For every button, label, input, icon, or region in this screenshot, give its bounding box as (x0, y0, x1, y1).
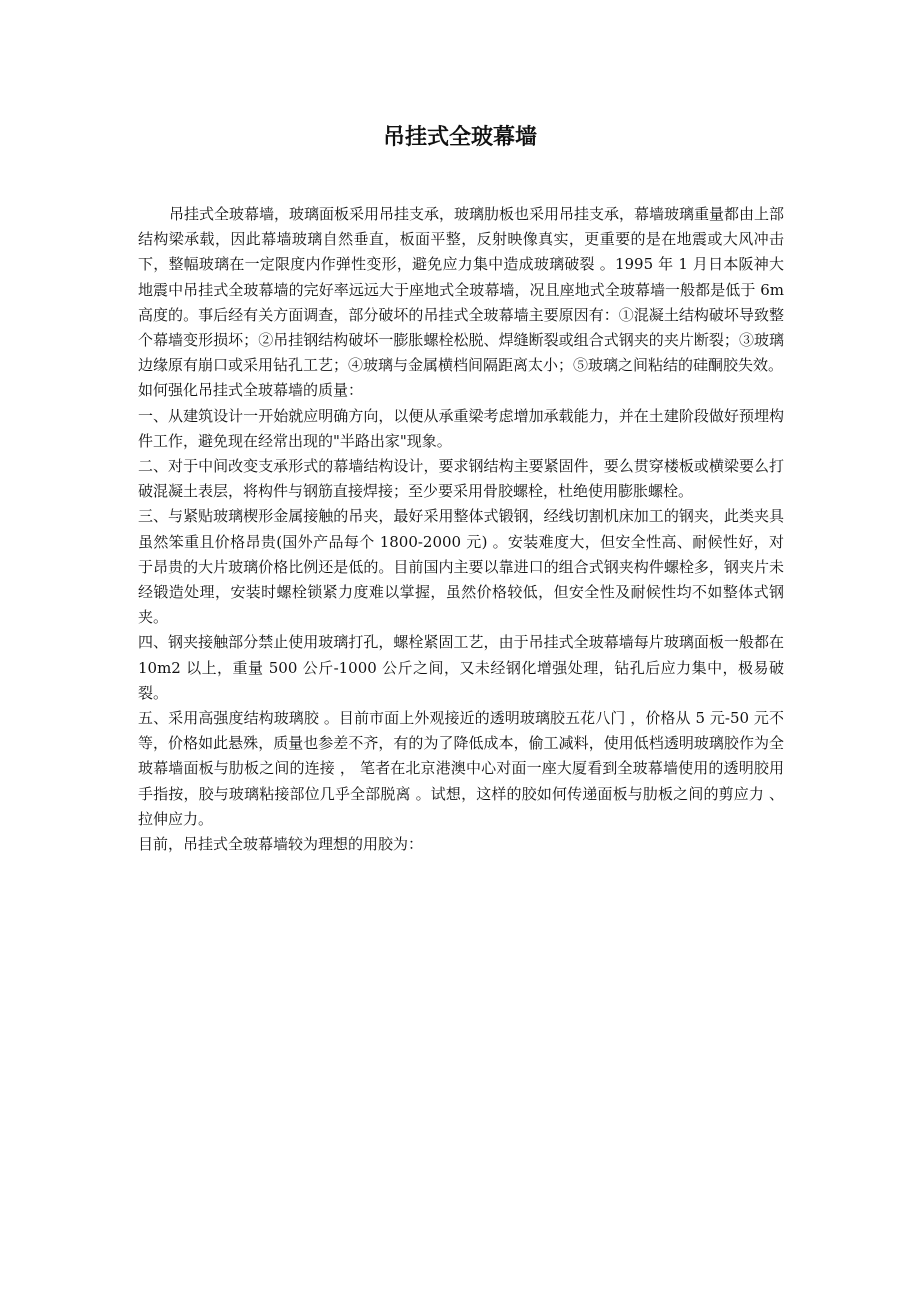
closing-paragraph: 目前，吊挂式全玻幕墙较为理想的用胶为： (138, 835, 424, 854)
question-paragraph: 如何强化吊挂式全玻幕墙的质量： (138, 381, 364, 400)
point-3-paragraph: 三、与紧贴玻璃楔形金属接触的吊夹，最好采用整体式锻钢，经线切割机床加工的钢夹，此类夹具虽然笨重且价格昂贵(国外产品每个 1800-2000 元) 。安装难度大，但安全性高、耐候性好，对于昂贵的大片玻璃价格比例还是低的。目前国内主要以靠进口的组合式钢夹构件螺栓多，钢夹片未经锻造处理，安装时螺栓锁紧力度难以掌握，虽然价格较低，但安全性及耐候性均不如整体式钢夹。 (138, 507, 784, 627)
point-5-paragraph: 五、采用高强度结构玻璃胶 。目前市面上外观接近的透明玻璃胶五花八门 ，价格从 5 元-50 元不等，价格如此悬殊，质量也参差不齐，有的为了降低成本，偷工减料，使用低档透明玻璃胶作为全玻幕墙面板与肋板之间的连接 ， 笔者在北京港澳中心对面一座大厦看到全玻幕墙使用的透明胶用手指按，胶与玻璃粘接部位几乎全部脱离 。试想，这样的胶如何传递面板与肋板之间的剪应力 、拉伸应力。 (138, 709, 784, 828)
document-title: 吊挂式全玻幕墙 (382, 125, 537, 150)
document-body (138, 202, 784, 857)
point-1-paragraph: 一、从建筑设计一开始就应明确方向，以便从承重梁考虑增加承载能力，并在土建阶段做好预埋构件工作，避免现在经常出现的"半路出家"现象。 (138, 406, 784, 450)
intro-paragraph: 吊挂式全玻幕墙，玻璃面板采用吊挂支承，玻璃肋板也采用吊挂支承，幕墙玻璃重量都由上部结构梁承载，因此幕墙玻璃自然垂直，板面平整，反射映像真实，更重要的是在地震或大风冲击下，整幅玻璃在一定限度内作弹性变形，避免应力集中造成玻璃破裂 。1995 年 1 月日本阪神大地震中吊挂式全玻幕墙的完好率远远大于座地式全玻幕墙，况且座地式全玻幕墙一般都是低于 6m 高度的。事后经有关方面调查，部分破坏的吊挂式全玻幕墙主要原因有：①混凝土结构破坏导致整个幕墙变形损坏；②吊挂钢结构破坏一膨胀螺栓松脱、焊缝断裂或组合式钢夹的夹片断裂；③玻璃边缘原有崩口或采用钻孔工艺；④玻璃与金属横档间隔距离太小；⑤玻璃之间粘结的硅酮胶失效。 (138, 205, 785, 375)
point-2-paragraph: 二、对于中间改变支承形式的幕墙结构设计，要求钢结构主要紧固件，要么贯穿楼板或横梁要么打破混凝土表层，将构件与钢筋直接焊接；至少要采用骨胶螺栓，杜绝使用膨胀螺栓。 (138, 457, 784, 501)
point-4-paragraph: 四、钢夹接触部分禁止使用玻璃打孔，螺栓紧固工艺，由于吊挂式全玻幕墙每片玻璃面板一般都在 10m2 以上，重量 500 公斤-1000 公斤之间，又未经钢化增强处理，钻孔后应力集中，极易破裂。 (138, 633, 784, 702)
